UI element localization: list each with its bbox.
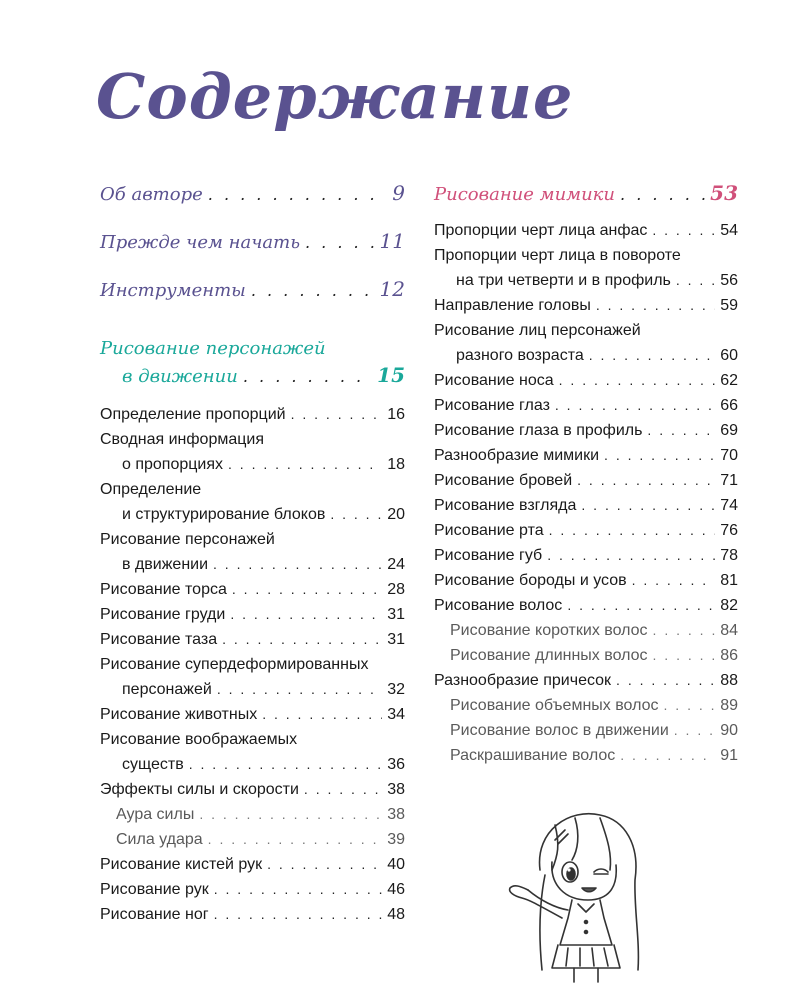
dot-leader — [596, 293, 715, 318]
page-title: Содержание — [96, 60, 574, 133]
toc-entry-tools[interactable] — [100, 274, 405, 306]
toc-entry-text: Рисование рук — [100, 881, 209, 898]
toc-entry-text: Рисование глаза в профиль — [434, 422, 643, 439]
toc-page-number: 90 — [720, 722, 738, 739]
dot-leader — [577, 468, 715, 493]
toc-page-number: 66 — [720, 397, 738, 414]
dot-leader — [632, 568, 716, 593]
toc-entry-text: Рисование волос в движении — [450, 722, 669, 739]
dot-leader — [304, 777, 382, 802]
toc-entry-text: Рисование кистей рук — [100, 856, 263, 873]
toc-entry[interactable] — [100, 402, 405, 427]
dot-leader — [676, 268, 715, 293]
toc-page-number: 69 — [720, 422, 738, 439]
toc-entry-text: Рисование взгляда — [434, 497, 577, 514]
toc-entry[interactable] — [434, 418, 738, 443]
toc-entry-text: Определение — [100, 481, 202, 498]
toc-entry[interactable] — [100, 627, 405, 652]
toc-entry-text: Рисование носа — [434, 372, 554, 389]
toc-page-number: 88 — [720, 672, 738, 689]
toc-page-number: 54 — [720, 222, 738, 239]
dot-leader — [555, 393, 715, 418]
toc-page-number: 20 — [387, 506, 405, 523]
toc-entry[interactable] — [434, 568, 738, 593]
toc-page-number: 28 — [387, 581, 405, 598]
chibi-character-illustration — [500, 800, 650, 985]
dot-leader — [251, 276, 375, 306]
dot-leader — [222, 627, 382, 652]
toc-entry-text: Рисование рта — [434, 522, 544, 539]
toc-entry-text: Рисование губ — [434, 547, 543, 564]
toc-page-number: 40 — [387, 856, 405, 873]
toc-page-number: 15 — [377, 363, 405, 387]
toc-page-number: 53 — [710, 181, 738, 205]
toc-entry-text: Аура силы — [116, 806, 195, 823]
toc-entry[interactable] — [100, 702, 405, 727]
toc-entry-text-cont: о пропорциях — [122, 456, 224, 473]
toc-page-number: 9 — [392, 181, 405, 205]
dot-leader — [547, 543, 715, 568]
toc-subentry[interactable] — [434, 618, 738, 643]
toc-page-number: 12 — [379, 277, 405, 301]
dot-leader — [208, 180, 388, 210]
toc-entry[interactable] — [100, 652, 405, 702]
toc-entry[interactable] — [434, 443, 738, 468]
dot-leader — [589, 343, 715, 368]
toc-entry-text: Сила удара — [116, 831, 203, 848]
toc-entry-text: Прежде чем начать — [100, 232, 300, 253]
toc-page-number: 31 — [387, 631, 405, 648]
toc-page-number: 71 — [720, 472, 738, 489]
toc-entry-text: Рисование коротких волос — [450, 622, 648, 639]
toc-left-column — [100, 178, 405, 927]
toc-page-number: 24 — [387, 556, 405, 573]
dot-leader — [217, 677, 382, 702]
toc-page-number: 60 — [720, 347, 738, 364]
toc-page-number: 36 — [387, 756, 405, 773]
toc-entry-text: Рисование груди — [100, 606, 226, 623]
dot-leader — [228, 452, 382, 477]
toc-entry-text: Рисование лиц персонажей — [434, 322, 641, 339]
toc-entry[interactable] — [434, 593, 738, 618]
toc-entry-text-cont: в движении — [122, 556, 209, 573]
dot-leader — [616, 668, 715, 693]
toc-entry-text: Рисование бровей — [434, 472, 573, 489]
dot-leader — [604, 443, 715, 468]
toc-subentry[interactable] — [434, 718, 738, 743]
toc-section-title: Рисование персонажей — [100, 338, 326, 359]
toc-section-characters-motion[interactable] — [100, 336, 405, 390]
toc-entry-text: Разнообразие причесок — [434, 672, 612, 689]
toc-entry-text: Рисование воображаемых — [100, 731, 298, 748]
toc-entry[interactable] — [434, 368, 738, 393]
dot-leader — [653, 618, 716, 643]
toc-page-number: 82 — [720, 597, 738, 614]
toc-entry-text-cont: разного возраста — [456, 347, 584, 364]
toc-page-number: 31 — [387, 606, 405, 623]
toc-section-facial-expressions[interactable] — [434, 178, 738, 210]
dot-leader — [214, 902, 383, 927]
toc-entry[interactable] — [434, 468, 738, 493]
toc-entry[interactable] — [100, 477, 405, 527]
toc-subentry[interactable] — [434, 693, 738, 718]
toc-subentry[interactable] — [100, 827, 405, 852]
toc-page-number: 32 — [387, 681, 405, 698]
toc-page-number: 18 — [387, 456, 405, 473]
toc-entry-text: Рисование волос — [434, 597, 563, 614]
toc-entry[interactable] — [100, 427, 405, 477]
toc-page-number: 84 — [720, 622, 738, 639]
toc-entry-text-cont: персонажей — [122, 681, 212, 698]
toc-page-number: 48 — [387, 906, 405, 923]
toc-entry[interactable] — [100, 527, 405, 577]
toc-entry-text: Рисование животных — [100, 706, 258, 723]
toc-page-number: 59 — [720, 297, 738, 314]
toc-entry-text: Рисование бороды и усов — [434, 572, 627, 589]
toc-entry-text: Сводная информация — [100, 431, 264, 448]
toc-entry[interactable] — [100, 602, 405, 627]
toc-entry[interactable] — [434, 218, 738, 243]
toc-page-number: 89 — [720, 697, 738, 714]
toc-entry-text: Рисование персонажей — [100, 531, 275, 548]
toc-page-number: 34 — [387, 706, 405, 723]
toc-entry-text: Эффекты силы и скорости — [100, 781, 299, 798]
toc-entry[interactable] — [434, 543, 738, 568]
toc-entry-text-cont: на три четверти и в профиль — [456, 272, 671, 289]
dot-leader — [647, 418, 715, 443]
toc-page-number: 11 — [379, 229, 405, 253]
toc-entry[interactable] — [100, 852, 405, 877]
toc-entry-text: Об авторе — [100, 184, 203, 205]
toc-section-title: Рисование мимики — [434, 184, 616, 205]
toc-entry[interactable] — [100, 727, 405, 777]
dot-leader — [214, 877, 382, 902]
dot-leader — [620, 743, 715, 768]
toc-entry[interactable] — [434, 393, 738, 418]
toc-entry-text: Рисование длинных волос — [450, 647, 648, 664]
toc-page-number: 86 — [720, 647, 738, 664]
toc-page-number: 74 — [720, 497, 738, 514]
dot-leader — [567, 593, 715, 618]
toc-subentry[interactable] — [434, 743, 738, 768]
toc-page-number: 16 — [387, 406, 405, 423]
toc-page-number: 38 — [387, 806, 405, 823]
toc-entry-about-author[interactable] — [100, 178, 405, 210]
dot-leader — [232, 577, 382, 602]
toc-entry-text-cont: существ — [122, 756, 184, 773]
toc-page-number: 46 — [387, 881, 405, 898]
toc-entry[interactable] — [434, 668, 738, 693]
dot-leader — [664, 693, 716, 718]
dot-leader — [549, 518, 716, 543]
toc-entry-text: Пропорции черт лица в повороте — [434, 247, 681, 264]
toc-page-number: 62 — [720, 372, 738, 389]
toc-entry[interactable] — [434, 493, 738, 518]
toc-entry-text: Разнообразие мимики — [434, 447, 600, 464]
toc-entry-text: Направление головы — [434, 297, 591, 314]
dot-leader — [267, 852, 382, 877]
toc-entry-text-cont: и структурирование блоков — [122, 506, 326, 523]
dot-leader — [652, 218, 715, 243]
toc-page-number: 78 — [720, 547, 738, 564]
toc-entry-text: Рисование торса — [100, 581, 227, 598]
toc-entry[interactable] — [100, 902, 405, 927]
toc-entry-text: Рисование супердеформированных — [100, 656, 369, 673]
toc-entry-before-start[interactable] — [100, 226, 405, 258]
toc-entry-text: Рисование объемных волос — [450, 697, 659, 714]
toc-entry[interactable] — [100, 877, 405, 902]
toc-page-number: 38 — [387, 781, 405, 798]
dot-leader — [674, 718, 715, 743]
dot-leader — [653, 643, 716, 668]
toc-page-number: 56 — [720, 272, 738, 289]
toc-page-number: 39 — [387, 831, 405, 848]
toc-right-column — [434, 178, 738, 768]
dot-leader — [199, 802, 382, 827]
toc-entry[interactable] — [434, 243, 738, 293]
dot-leader — [213, 552, 382, 577]
toc-entry-text: Пропорции черт лица анфас — [434, 222, 648, 239]
dot-leader — [243, 364, 372, 390]
dot-leader — [262, 702, 382, 727]
dot-leader — [230, 602, 382, 627]
toc-entry[interactable] — [434, 518, 738, 543]
toc-page-number: 81 — [720, 572, 738, 589]
toc-subentry[interactable] — [100, 802, 405, 827]
toc-entry[interactable] — [100, 777, 405, 802]
toc-entry-text: Рисование глаз — [434, 397, 550, 414]
toc-entry-text: Инструменты — [100, 280, 246, 301]
toc-entry-text: Рисование таза — [100, 631, 218, 648]
dot-leader — [330, 502, 382, 527]
toc-entry-text: Раскрашивание волос — [450, 747, 616, 764]
toc-page-number: 70 — [720, 447, 738, 464]
dot-leader — [559, 368, 716, 393]
toc-entry[interactable] — [434, 318, 738, 368]
dot-leader — [305, 228, 375, 258]
toc-page-number: 91 — [720, 747, 738, 764]
toc-entry[interactable] — [434, 293, 738, 318]
dot-leader — [291, 402, 383, 427]
toc-entry-text: Рисование ног — [100, 906, 209, 923]
toc-entry-text: Определение пропорций — [100, 406, 286, 423]
toc-subentry[interactable] — [434, 643, 738, 668]
dot-leader — [581, 493, 715, 518]
toc-section-title-cont: в движении — [122, 366, 238, 387]
toc-page-number: 76 — [720, 522, 738, 539]
dot-leader — [189, 752, 382, 777]
dot-leader — [620, 180, 705, 210]
dot-leader — [208, 827, 383, 852]
toc-entry[interactable] — [100, 577, 405, 602]
